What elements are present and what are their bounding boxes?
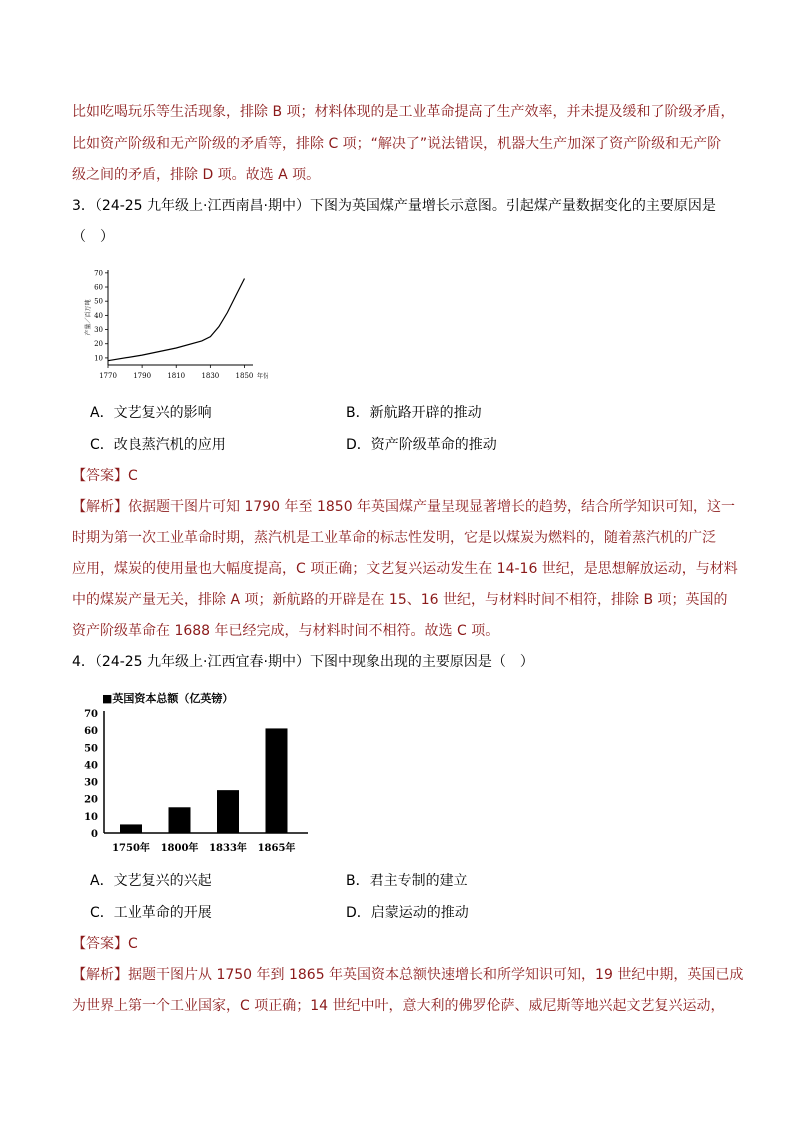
y-tick-label: 10 — [94, 354, 103, 363]
q3-option-b[interactable]: B．新航路开辟的推动 — [346, 405, 482, 421]
x-tick-label: 1800年 — [160, 843, 199, 854]
x-axis-label: 年份 — [257, 373, 268, 380]
y-tick-label: 50 — [84, 743, 98, 755]
y-tick-label: 20 — [94, 340, 103, 349]
y-tick-label: 0 — [91, 829, 98, 840]
x-tick-label: 1790 — [133, 372, 152, 380]
q3-analysis-line-1 — [72, 497, 735, 517]
q4-option-d[interactable]: D．启蒙运动的推动 — [346, 905, 469, 921]
q3-analysis-line-5: 资产阶级革命在 1688 年已经完成，与材料时间不相符。故选 C 项。 — [72, 623, 500, 639]
y-tick-label: 70 — [84, 709, 98, 720]
y-tick-label: 30 — [94, 326, 103, 335]
y-tick-label: 40 — [84, 760, 98, 772]
y-tick-label: 60 — [84, 726, 98, 738]
q4-analysis-line-1 — [72, 965, 743, 985]
q4-answer-tag: 【答案】 — [72, 936, 128, 952]
x-tick-label: 1750年 — [112, 843, 150, 854]
y-tick-label: 40 — [94, 311, 103, 320]
q3-option-d[interactable]: D．资产阶级革命的推动 — [346, 437, 497, 453]
q3-answer-value: C — [128, 468, 138, 484]
intro-line-2: 比如资产阶级和无产阶级的矛盾等，排除 C 项；“解决了”说法错误，机器大生产加深了资产阶级和无产阶 — [72, 136, 722, 152]
y-tick-label: 70 — [94, 269, 103, 278]
q3-analysis-text-1: 依据题干图片可知 1790 年至 1850 年英国煤产量呈现显著增长的趋势，结合所学知识可知，这一 — [128, 499, 736, 515]
q3-stem-line-1: 3．（24-25 九年级上·江西南昌·期中）下图为英国煤产量增长示意图。引起煤产量数据变化的主要原因是 — [72, 198, 716, 214]
coal-output-line-chart — [78, 262, 268, 392]
y-axis-label: 产量／百万吨 — [85, 299, 92, 336]
q3-analysis-line-4: 中的煤炭产量无关，排除 A 项；新航路的开辟是在 15、16 世纪，与材料时间不相符，排除 B 项；英国的 — [72, 592, 728, 608]
q3-analysis-line-2: 时期为第一次工业革命时期，蒸汽机是工业革命的标志性发明，它是以煤炭为燃料的，随着蒸汽机的广泛 — [72, 530, 716, 546]
x-tick-label: 1833年 — [209, 843, 247, 854]
capital-total-chart — [82, 685, 314, 860]
q4-answer — [72, 934, 138, 954]
capital-total-bar-chart — [82, 685, 314, 860]
x-tick-label: 1770 — [99, 372, 117, 380]
coal-output-series-line — [108, 279, 245, 361]
q4-answer-value: C — [128, 936, 138, 952]
q3-stem-line-2: （ ） — [72, 229, 114, 245]
q4-analysis-tag: 【解析】 — [72, 967, 128, 983]
intro-line-1: 比如吃喝玩乐等生活现象，排除 B 项；材料体现的是工业革命提高了生产效率，并未提及缓和了阶级矛盾， — [72, 104, 735, 120]
y-tick-label: 60 — [94, 283, 103, 292]
q4-option-a[interactable]: A．文艺复兴的兴起 — [90, 873, 212, 889]
x-tick-label: 1810 — [167, 372, 186, 380]
q4-analysis-line-2: 为世界上第一个工业国家，C 项正确；14 世纪中叶，意大利的佛罗伦萨、威尼斯等地兴起文艺复兴运动， — [72, 998, 725, 1014]
capital-bar-1865年 — [266, 728, 288, 833]
x-tick-label: 1830 — [201, 372, 220, 380]
capital-bar-1833年 — [217, 790, 239, 833]
q3-answer-tag: 【答案】 — [72, 468, 128, 484]
q4-analysis-text-1: 据题干图片从 1750 年到 1865 年英国资本总额快速增长和所学知识可知，19 世纪中期，英国已成 — [128, 967, 744, 983]
q4-option-b[interactable]: B．君主专制的建立 — [346, 873, 468, 889]
q3-answer — [72, 466, 138, 486]
intro-line-3: 级之间的矛盾，排除 D 项。故选 A 项。 — [72, 167, 321, 183]
coal-output-chart — [78, 262, 268, 392]
q3-option-c[interactable]: C．改良蒸汽机的应用 — [90, 437, 226, 453]
q4-stem: 4．（24-25 九年级上·江西宜春·期中）下图中现象出现的主要原因是（ ） — [72, 654, 534, 670]
y-tick-label: 50 — [94, 297, 103, 306]
capital-bar-1750年 — [120, 824, 142, 833]
q4-option-c[interactable]: C．工业革命的开展 — [90, 905, 212, 921]
x-tick-label: 1850 — [235, 372, 254, 380]
x-tick-label: 1865年 — [257, 843, 296, 854]
capital-bar-1800年 — [169, 807, 191, 833]
q3-analysis-tag: 【解析】 — [72, 499, 128, 515]
y-tick-label: 20 — [84, 794, 98, 806]
y-tick-label: 10 — [84, 811, 98, 823]
q3-option-a[interactable]: A．文艺复兴的影响 — [90, 405, 212, 421]
chart-title: ■英国资本总额（亿英镑） — [102, 692, 234, 705]
y-tick-label: 30 — [84, 777, 98, 789]
q3-analysis-line-3: 应用，煤炭的使用量也大幅度提高，C 项正确；文艺复兴运动发生在 14-16 世纪，是思想解放运动，与材料 — [72, 561, 738, 577]
